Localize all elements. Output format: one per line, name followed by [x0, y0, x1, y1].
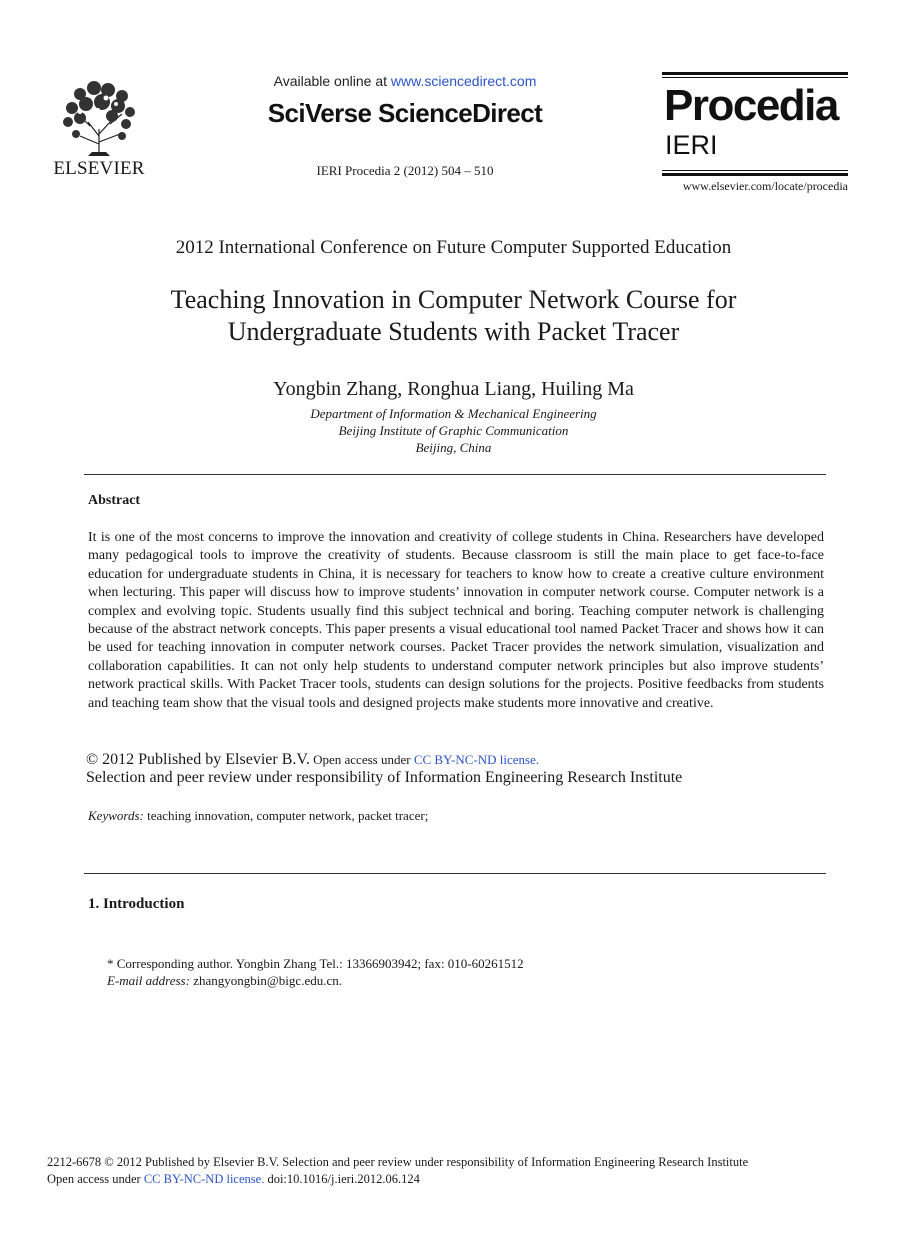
footer-license-link[interactable]: CC BY-NC-ND license.	[143, 1172, 265, 1186]
footer-doi[interactable]: doi:10.1016/j.ieri.2012.06.124	[264, 1172, 420, 1186]
email-label: E-mail address:	[107, 973, 190, 988]
divider-top	[84, 474, 826, 475]
paper-title	[0, 284, 907, 348]
title-line-2: Undergraduate Students with Packet Tracer	[227, 317, 680, 346]
title-line-1: Teaching Innovation in Computer Network Course for	[170, 285, 737, 314]
abstract-body: It is one of the most concerns to improve the innovation and creativity of college students in China. Researchers have developed many pedagogical tools to improve the creativity of students. Because classroom is still the main place to get face-to-face education for undergraduate students in China, it is necessary for teachers to know how to create a creative culture environment when lecturing. This paper will discuss how to improve students’ innovation in computer network course. Computer network is a complex and evolving topic. Students usually find this subject technical and boring. Teaching computer network is challenging because of the abstract network concepts. This paper presents a visual educational tool named Packet Tracer and shows how it can be used for teaching innovation in computer network courses. Packet Tracer provides the network simulation, visualization and collaboration capabilities. It can not only help students to understand computer network principles but also improve students’ network practical skills. With Packet Tracer tools, students can design solutions for the projects. Positive feedbacks from students and teaching team show that the visual tools and designed projects make students more innovative and creative.	[88, 530, 824, 711]
divider-middle	[84, 873, 826, 874]
corresponding-author: * Corresponding author. Yongbin Zhang Tel.: 13366903942; fax: 010-60261512	[107, 956, 524, 971]
affiliation-location: Beijing, China	[415, 440, 492, 455]
authors: Yongbin Zhang, Ronghua Liang, Huiling Ma	[273, 378, 634, 400]
affiliation-institute: Beijing Institute of Graphic Communication	[338, 423, 569, 438]
procedia-url[interactable]: www.elsevier.com/locate/procedia	[682, 179, 848, 193]
elsevier-wordmark: ELSEVIER	[53, 158, 145, 179]
procedia-logo	[662, 72, 848, 176]
available-prefix: Available online at	[273, 73, 391, 89]
conference-name: 2012 International Conference on Future Computer Supported Education	[175, 237, 732, 258]
keywords-label: Keywords:	[88, 808, 144, 823]
open-access-text: Open access under	[309, 752, 414, 767]
procedia-bottom-rule	[662, 173, 848, 176]
keywords	[88, 808, 428, 824]
email-value[interactable]: zhangyongbin@bigc.edu.cn.	[189, 973, 342, 988]
peer-review-statement: Selection and peer review under responsibility of Information Engineering Research Institute	[86, 769, 683, 786]
journal-reference: IERI Procedia 2 (2012) 504 – 510	[316, 163, 494, 178]
sciencedirect-link[interactable]: www.sciencedirect.com	[390, 73, 537, 89]
copyright-line	[86, 751, 539, 769]
procedia-top-rule-thin	[662, 77, 848, 78]
email-address	[107, 973, 342, 989]
footer-license-line	[47, 1172, 420, 1187]
keywords-text: teaching innovation, computer network, packet tracer;	[143, 808, 429, 823]
copyright-main: © 2012 Published by Elsevier B.V.	[86, 751, 310, 768]
abstract-heading: Abstract	[88, 493, 141, 508]
available-online	[200, 73, 610, 89]
footer-open-access: Open access under	[47, 1172, 144, 1186]
license-link[interactable]: CC BY-NC-ND license.	[413, 752, 540, 767]
affiliation-department: Department of Information & Mechanical Engineering	[310, 406, 597, 421]
introduction-heading: 1. Introduction	[88, 896, 185, 912]
procedia-title: Procedia	[664, 81, 838, 130]
footer-issn-line: 2212-6678 © 2012 Published by Elsevier B.V. Selection and peer review under responsibility of Information Engineering Research Institute	[47, 1155, 749, 1169]
procedia-bottom-rule-thin	[662, 170, 848, 171]
procedia-top-rule	[662, 72, 848, 75]
procedia-subtitle: IERI	[665, 130, 718, 160]
sciverse-logo: SciVerse ScienceDirect	[267, 98, 543, 128]
